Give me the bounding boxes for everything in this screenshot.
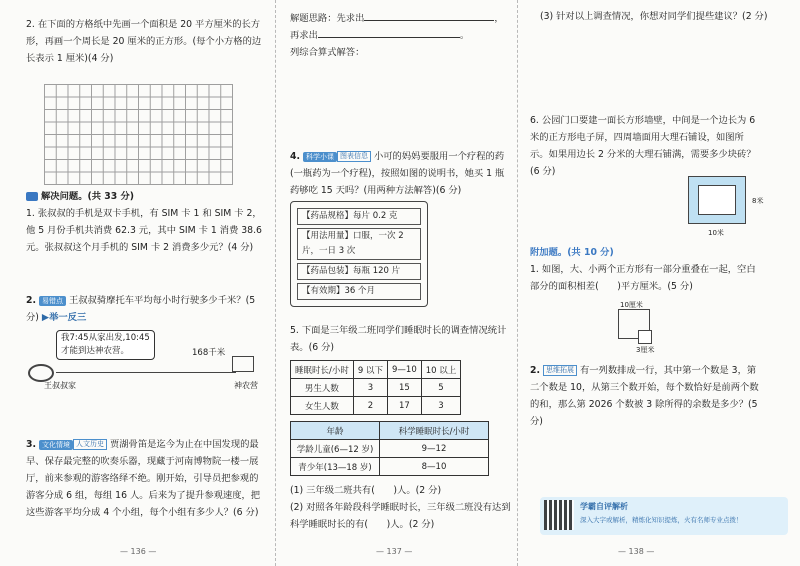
- q1-text: 1. 张叔叔的手机是双卡手机，有 SIM 卡 1 和 SIM 卡 2，他 5 月份手机共消费 62.3 元，其中 SIM 卡 1 消费 38.6 元。张叔叔这个月手机的 SIM 卡 2 消费多少元？(4 分): [26, 208, 262, 253]
- med-expiry: 【有效期】36 个月: [297, 283, 421, 300]
- page-136: [0, 0, 275, 566]
- q2b-link[interactable]: 举一反三: [49, 312, 87, 323]
- extra-q1-text: 1. 如图，大、小两个正方形有一部分重叠在一起，空白部分的面积相差( )平方厘米。(5 分): [530, 264, 756, 292]
- med-spec: 【药品规格】每片 0.2 克: [297, 208, 421, 225]
- dim-width-label: 10米: [708, 229, 724, 237]
- screen-square: [698, 185, 736, 215]
- q2b-tag: 易错点: [39, 296, 66, 306]
- home-label: 王叔叔家: [44, 381, 76, 390]
- q5-sub3: (3) 针对以上调查情况，你想对同学们提些建议？(2 分): [540, 11, 768, 22]
- med-dosage: 【用法用量】口服，一次 2 片，一日 3 次: [297, 228, 421, 260]
- road-line: [56, 372, 236, 373]
- q6-text: 6. 公园门口要建一面长方形墙壁，中间是一个边长为 6 米的正方形电子屏，四周墙面用大理石铺设，如图所示。如果用边长 2 分米的大理石铺满，需要多少块砖？(6 分): [530, 115, 756, 177]
- sleep-table: 睡眠时长/小时 9 以下 9—10 10 以上 男生人数 3 15 5 女生人数 2 17 3: [290, 360, 461, 415]
- q2-grid-text: 2. 在下面的方格纸中先画一个面积是 20 平方厘米的长方形，再画一个周长是 20 厘米的正方形。(每个小方格的边长表示 1 厘米)(4 分): [26, 19, 262, 64]
- q5-text: 5. 下面是三年级二班同学们睡眠时长的调查情况统计表。(6 分): [290, 325, 507, 353]
- table-row: 青少年(13—18 岁) 8—10: [291, 458, 489, 476]
- square-grid: [44, 84, 233, 185]
- distance-label: 168千米: [192, 348, 226, 358]
- science-sleep-table: 年龄 科学睡眠时长/小时 学龄儿童(6—12 岁) 9—12 青少年(13—18 岁) 8—10: [290, 421, 489, 476]
- table-row: 男生人数 3 15 5: [291, 379, 461, 397]
- section-title: 解决问题。(共 33 分): [26, 188, 266, 205]
- extra-section-title: 附加题。(共 10 分): [530, 247, 614, 258]
- medicine-label: [290, 201, 428, 307]
- q5-sub1: (1) 三年级二班共有( )人。(2 分): [290, 485, 442, 496]
- qr-code-icon[interactable]: [544, 500, 574, 530]
- page-number: — 136 —: [120, 547, 157, 556]
- dim-height-label: 8米: [752, 197, 764, 205]
- small-square-label: 3厘米: [636, 346, 655, 354]
- link-arrow-icon: ▶: [41, 312, 50, 323]
- section-badge-icon: [26, 192, 38, 201]
- wall-diagram: [688, 176, 746, 224]
- qr-text: 深入大字或解析，精炼化知识提炼，火有名师专业点拨！: [580, 516, 743, 524]
- qr-title: 学霸自评解析: [580, 502, 628, 511]
- page-138: [517, 0, 800, 566]
- table-row: 学龄儿童(6—12 岁) 9—12: [291, 440, 489, 458]
- solution-line-1: 解题思路：先求出 ，: [290, 13, 504, 24]
- page-137: [275, 0, 517, 566]
- solution-line-3: 列综合算式解答：: [290, 47, 365, 58]
- table-row: 女生人数 2 17 3: [291, 397, 461, 415]
- q3-text: 3. 文化情境 人文历史 贾湖骨笛是迄今为止在中国发现的最早、保存最完整的吹奏乐器，现藏于河南博物院一楼一展厅，前来参观的游客络绎不绝。刚开始，引导员把参观的游客分成 6 组，每组 16 人。后来为了提升参观速度，把这些游客平均分成 4 个小组，每个小组有多少人？(6 分): [26, 439, 261, 518]
- solution-line-2: 再求出 。: [290, 30, 470, 41]
- qr-banner[interactable]: [540, 497, 788, 535]
- page-number: — 138 —: [618, 547, 655, 556]
- q2b-text: 2. 易错点 王叔叔骑摩托车平均每小时行驶多少千米？(5 分) ▶举一反三: [26, 295, 256, 323]
- page-number: — 137 —: [376, 547, 413, 556]
- speech-bubble: 我7:45从家出发,10:45 才能到达神农营。: [56, 330, 155, 360]
- dest-label: 神农营: [234, 381, 258, 390]
- camp-icon: [232, 356, 254, 372]
- q4-text: 4. 科学小课 图表信息 小可的妈妈要服用一个疗程的药(一瓶药为一个疗程)，按照如图的说明书，她买 1 瓶药够吃 15 天吗？(用两种方法解答)(6 分): [290, 151, 505, 196]
- motorcycle-illustration: [26, 326, 266, 390]
- extra-q2-text: 2. 思维拓展 有一列数排成一行，其中第一个数是 3，第二个数是 10，从第三个数开始，每个数恰好是前两个数的和，那么第 2026 个数被 3 除所得的余数是多少？(5 分): [530, 365, 759, 427]
- small-square: [638, 330, 652, 344]
- med-package: 【药品包装】每瓶 120 片: [297, 263, 421, 280]
- big-square-label: 10厘米: [620, 301, 643, 309]
- q5-sub2: (2) 对照各年龄段科学睡眠时长，三年级二班没有达到科学睡眠时长的有( )人。(2 分): [290, 502, 511, 530]
